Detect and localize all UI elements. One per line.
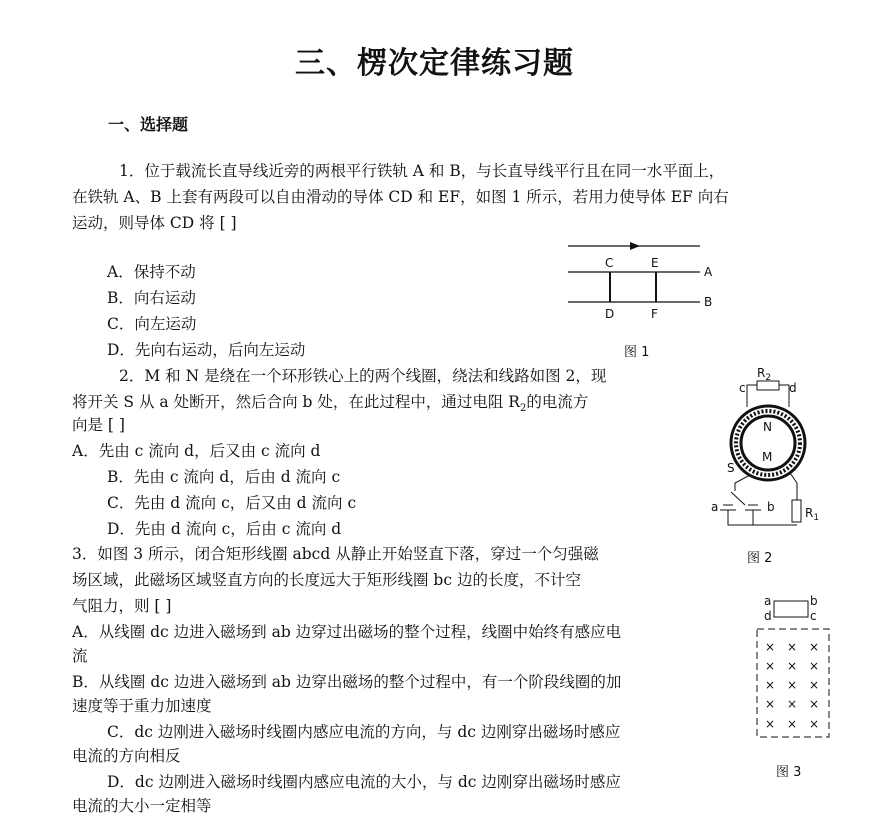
q1-line-3: 运动，则导体 CD 将 [ ] — [72, 214, 237, 232]
q3-option-d-1: D．dc 边刚进入磁场时线圈内感应电流的大小，与 dc 边刚穿出磁场时感应 — [107, 773, 621, 791]
field-x-icon: × — [787, 697, 798, 711]
label-e: E — [651, 256, 659, 270]
label-r2: $R_2$ — [757, 366, 772, 383]
field-x-icon: × — [765, 659, 776, 673]
figure-3-diagram — [752, 592, 842, 782]
q2-line-2: 将开关 S 从 a 处断开，然后合向 b 处，在此过程中，通过电阻 $R_2$的电流方 — [72, 393, 589, 415]
figure-2-diagram — [705, 365, 825, 570]
label-s: S — [727, 461, 735, 475]
label-d: d — [789, 381, 797, 395]
q2-option-a: A．先由 c 流向 d，后又由 c 流向 d — [72, 442, 321, 460]
q1-option-c: C．向左运动 — [107, 315, 197, 333]
field-x-icon: × — [809, 640, 820, 654]
figure-1-diagram — [560, 238, 730, 368]
q3-option-c-1: C．dc 边刚进入磁场时线圈内感应电流的方向，与 dc 边刚穿出磁场时感应 — [107, 723, 621, 741]
label-a: a — [764, 594, 772, 608]
field-x-icon: × — [765, 640, 776, 654]
field-symbols — [765, 640, 819, 731]
field-x-icon: × — [787, 717, 798, 731]
q2-line-3: 向是 [ ] — [72, 416, 125, 434]
field-x-icon: × — [809, 717, 820, 731]
page-title: 三、楞次定律练习题 — [295, 46, 574, 81]
field-x-icon: × — [809, 678, 820, 692]
figure-2-caption: 图 2 — [747, 551, 773, 566]
section-heading: 一、选择题 — [108, 115, 189, 134]
field-x-icon: × — [787, 640, 798, 654]
field-x-icon: × — [787, 659, 798, 673]
q2-option-c: C．先由 d 流向 c，后又由 d 流向 c — [107, 494, 357, 512]
label-b: b — [810, 594, 818, 608]
q1-option-a: A．保持不动 — [107, 263, 196, 281]
field-x-icon: × — [765, 697, 776, 711]
label-d: d — [764, 609, 772, 623]
q3-line-2: 场区域，此磁场区域竖直方向的长度远大于矩形线圈 bc 边的长度，不计空 — [72, 571, 581, 589]
label-c: c — [739, 381, 746, 395]
q1-option-b: B．向右运动 — [107, 289, 196, 307]
label-c: c — [810, 609, 817, 623]
switch-s — [731, 492, 745, 505]
field-x-icon: × — [765, 678, 776, 692]
label-a: a — [711, 500, 719, 514]
field-x-icon: × — [787, 678, 798, 692]
q1-line-1: 1．位于载流长直导线近旁的两根平行铁轨 A 和 B，与长直导线平行且在同一水平面上， — [119, 162, 725, 180]
q3-option-b-2: 速度等于重力加速度 — [72, 697, 212, 715]
q3-option-a-1: A．从线圈 dc 边进入磁场到 ab 边穿过出磁场的整个过程，线圈中始终有感应电 — [72, 623, 622, 641]
label-m: M — [762, 450, 773, 464]
field-x-icon: × — [809, 697, 820, 711]
q1-option-d: D．先向右运动，后向左运动 — [107, 341, 306, 359]
coil-abcd — [774, 601, 808, 617]
q3-option-a-2: 流 — [72, 647, 88, 665]
q3-line-1: 3．如图 3 所示，闭合矩形线圈 abcd 从静止开始竖直下落，穿过一个匀强磁 — [72, 545, 599, 563]
q3-option-d-2: 电流的大小一定相等 — [72, 797, 212, 815]
label-n: N — [763, 420, 772, 434]
q2-option-d: D．先由 d 流向 c，后由 c 流向 d — [107, 520, 342, 538]
current-arrow-icon — [630, 242, 640, 250]
label-r1: $R_1$ — [805, 506, 820, 523]
field-x-icon: × — [765, 717, 776, 731]
label-d: D — [605, 307, 615, 321]
q1-line-2: 在铁轨 A、B 上套有两段可以自由滑动的导体 CD 和 EF，如图 1 所示，若用力使导体 EF 向右 — [72, 188, 729, 206]
label-rail-a: A — [704, 265, 713, 279]
resistor-r1 — [792, 500, 801, 522]
q3-option-c-2: 电流的方向相反 — [72, 747, 181, 765]
q3-line-3: 气阻力，则 [ ] — [72, 597, 172, 615]
figure-3-caption: 图 3 — [776, 765, 802, 780]
q3-option-b-1: B．从线圈 dc 边进入磁场到 ab 边穿出磁场的整个过程中，有一个阶段线圈的加 — [72, 673, 622, 691]
q2-line-1: 2．M 和 N 是绕在一个环形铁心上的两个线圈，绕法和线路如图 2，现 — [119, 367, 607, 385]
label-f: F — [651, 307, 658, 321]
label-b: b — [767, 500, 775, 514]
label-rail-b: B — [704, 295, 713, 309]
q2-option-b: B．先由 c 流向 d，后由 d 流向 c — [107, 468, 341, 486]
field-x-icon: × — [809, 659, 820, 673]
figure-1-caption: 图 1 — [624, 345, 650, 360]
label-c: C — [605, 256, 614, 270]
